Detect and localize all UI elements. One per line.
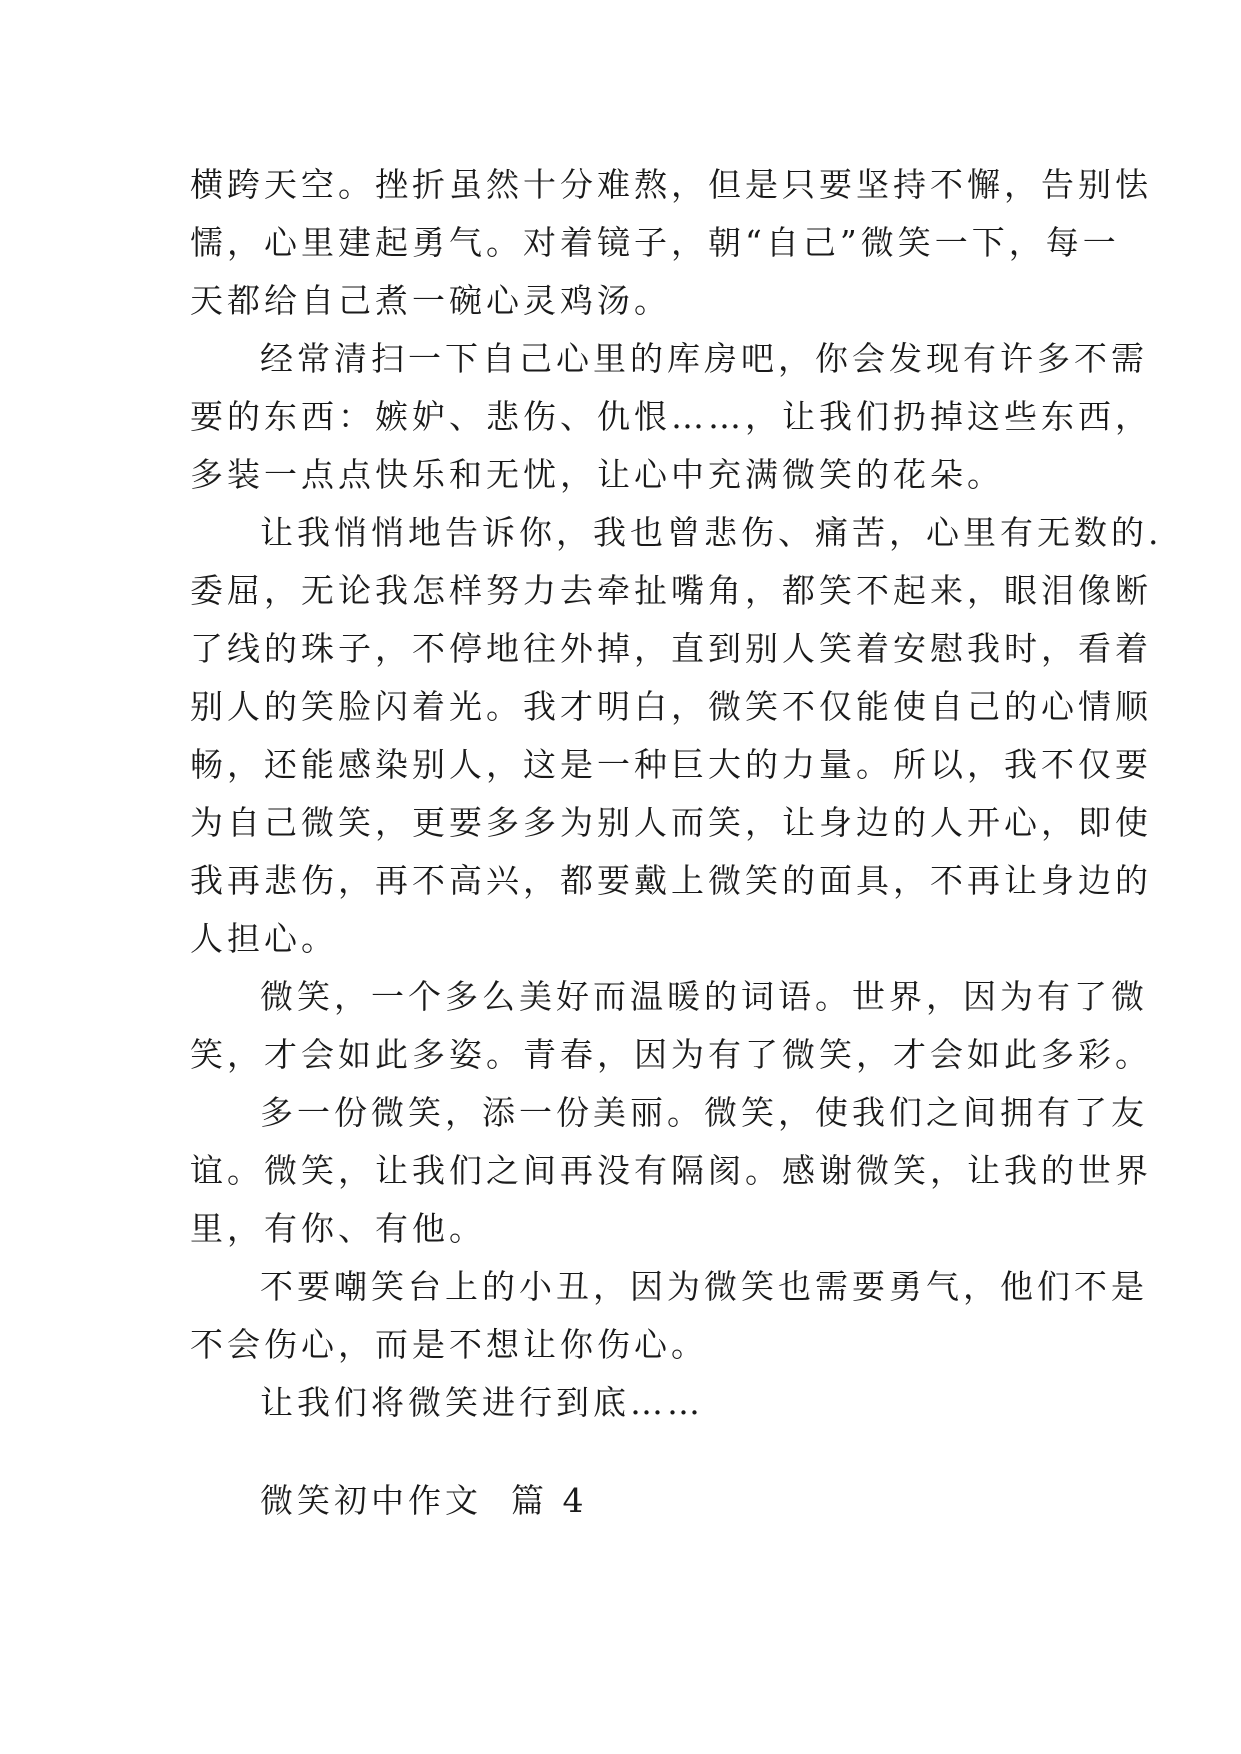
section-heading: 微笑初中作文 篇 4 xyxy=(260,1481,588,1520)
text-line: 为自己微笑，更要多多为别人而笑，让身边的人开心，即使 xyxy=(190,803,1152,842)
paragraph xyxy=(190,1374,1060,1432)
text-line: 了线的珠子，不停地往外掉，直到别人笑着安慰我时，看着 xyxy=(190,629,1152,668)
essay-body xyxy=(190,156,1163,1530)
text-line: 天都给自己煮一碗心灵鸡汤。 xyxy=(190,281,671,320)
paragraph xyxy=(190,1258,1148,1374)
text-line: 多一份微笑，添一份美丽。微笑，使我们之间拥有了友 xyxy=(260,1093,1148,1132)
text-line: 经常清扫一下自己心里的库房吧，你会发现有许多不需 xyxy=(260,339,1148,378)
paragraph xyxy=(190,504,1163,968)
paragraph xyxy=(190,1084,1152,1258)
text-line: 懦，心里建起勇气。对着镜子，朝“自己”微笑一下，每一 xyxy=(190,223,1120,262)
paragraph xyxy=(190,156,1152,330)
text-line: 笑，才会如此多姿。青春，因为有了微笑，才会如此多彩。 xyxy=(190,1035,1152,1074)
text-line: 微笑，一个多么美好而温暖的词语。世界，因为有了微 xyxy=(260,977,1148,1016)
paragraph xyxy=(190,968,1152,1084)
text-line: 里，有你、有他。 xyxy=(190,1209,486,1248)
text-line: 委屈，无论我怎样努力去牵扯嘴角，都笑不起来，眼泪像断 xyxy=(190,571,1152,610)
paragraph xyxy=(190,330,1152,504)
text-line: 让我悄悄地告诉你，我也曾悲伤、痛苦，心里有无数的. xyxy=(260,513,1163,552)
text-line: 横跨天空。挫折虽然十分难熬，但是只要坚持不懈，告别怯 xyxy=(190,165,1152,204)
text-line: 畅，还能感染别人，这是一种巨大的力量。所以，我不仅要 xyxy=(190,745,1152,784)
text-line: 我再悲伤，再不高兴，都要戴上微笑的面具，不再让身边的 xyxy=(190,861,1152,900)
text-line: 别人的笑脸闪着光。我才明白，微笑不仅能使自己的心情顺 xyxy=(190,687,1152,726)
text-line: 让我们将微笑进行到底…… xyxy=(260,1383,704,1422)
text-line: 要的东西：嫉妒、悲伤、仇恨……，让我们扔掉这些东西， xyxy=(190,397,1152,436)
text-line: 多装一点点快乐和无忧，让心中充满微笑的花朵。 xyxy=(190,455,1004,494)
text-line: 人担心。 xyxy=(190,919,338,958)
text-line: 谊。微笑，让我们之间再没有隔阂。感谢微笑，让我的世界 xyxy=(190,1151,1152,1190)
text-line: 不要嘲笑台上的小丑，因为微笑也需要勇气，他们不是 xyxy=(260,1267,1148,1306)
text-line: 不会伤心，而是不想让你伤心。 xyxy=(190,1325,708,1364)
